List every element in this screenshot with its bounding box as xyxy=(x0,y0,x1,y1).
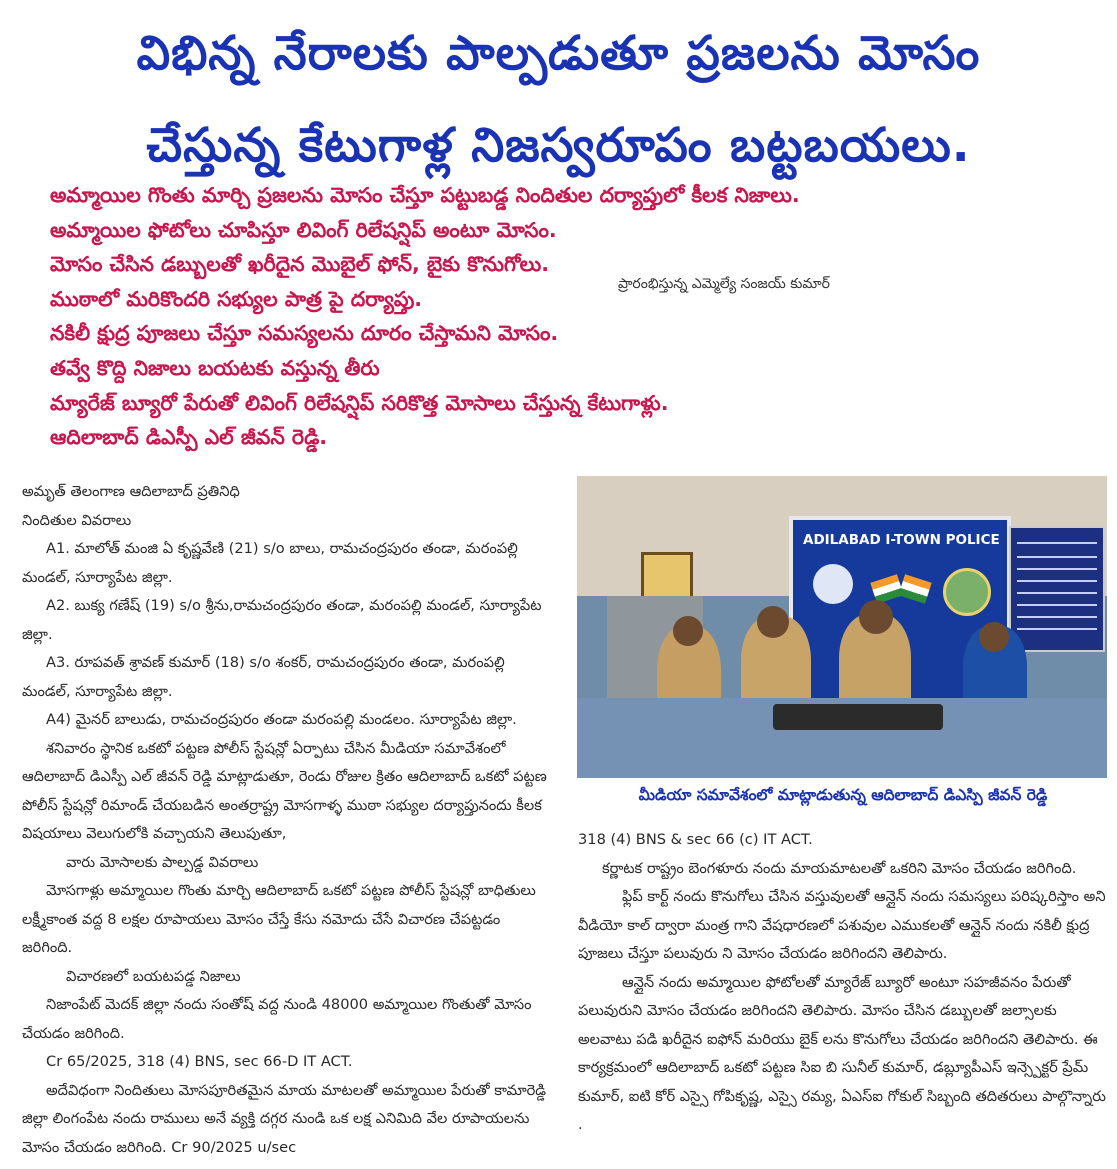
accused-a1: A1. మాలోత్ మంజి ఏ కృష్ణవేణి (21) s/o బాలు, రామచంద్రపురం తండా, మరంపల్లి మండల్, సూర్యాపేట జిల్లా. xyxy=(22,540,518,586)
police-emblem-icon xyxy=(813,564,853,604)
paragraph-karnataka: కర్ణాటక రాష్ట్రం బెంగళూరు నందు మాయమాటలతో ఒకరిని మోసం చేయడం జరిగింది. xyxy=(602,859,1077,877)
state-emblem-icon xyxy=(943,568,991,616)
left-column xyxy=(22,478,552,1162)
notice-board xyxy=(1009,526,1105,652)
right-column xyxy=(578,826,1108,1140)
headline xyxy=(0,8,1117,192)
inline-caption: ప్రారంభిస్తున్న ఎమ్మెల్యే సంజయ్ కుమార్ xyxy=(618,276,830,292)
subhead-4: ముఠాలో మరికొందరి సభ్యుల పాత్ర పై దర్యాప్తు. xyxy=(50,286,423,311)
accused-a2: A2. బుక్య గణేష్ (19) s/o శ్రీను,రామచంద్రపురం తండా, మరంపల్లి మండల్, సూర్యాపేట జిల్లా. xyxy=(22,597,542,643)
subhead-6: తవ్వే కొద్ది నిజాలు బయటకు వస్తున్న తీరు xyxy=(50,355,380,380)
headline-line-2: చేస్తున్న కేటుగాళ్ల నిజస్వరూపం బట్టబయలు. xyxy=(146,118,971,173)
subhead-7: మ్యారేజ్ బ్యూరో పేరుతో లివింగ్ రిలేషన్షిప్ సరికొత్త మోసాలు చేస్తున్న కేటుగాళ్లు. xyxy=(50,390,669,415)
headline-line-1: విభిన్న నేరాలకు పాల్పడుతూ ప్రజలను మోసం xyxy=(136,26,981,81)
paragraph-flipkart: ఫ్లిప్ కార్ట్ నందు కొనుగోలు చేసిన వస్తువులతో ఆన్లైన్ నందు సమస్యలు పరిష్కరిస్తాం అని వీడియో కాల్ ద్వారా మంత్ర గాని వేషధారణలో పశువుల ఎముకలతో ఆన్లైన్ నందు నకిలీ క్షుద్ర పూజలు చేస్తూ పలువురు ని మోసం చేయడం జరిగిందని తెలిపారు. xyxy=(578,888,1106,962)
subhead-8: ఆదిలాబాద్ డిఎస్పీ ఎల్ జీవన్ రెడ్డి. xyxy=(50,425,328,450)
police-board-title: ADILABAD I-TOWN POLICE xyxy=(803,532,1000,548)
subhead-2: అమ్మాయిల ఫోటోలు చూపిస్తూ లివింగ్ రిలేషన్షిప్ అంటూ మోసం. xyxy=(50,217,557,242)
subhead-1: అమ్మాయిల గొంతు మార్చి ప్రజలను మోసం చేస్తూ పట్టుబడ్డ నిందితుల దర్యాప్తులో కీలక నిజాలు. xyxy=(50,183,800,207)
section-investigation: విచారణలో బయటపడ్డ నిజాలు xyxy=(66,967,241,985)
flag-icon xyxy=(898,574,931,604)
section-accused: నిందితుల వివరాలు xyxy=(22,511,132,529)
subhead-5: నకిలీ క్షుద్ర పూజలు చేస్తూ సమస్యలను దూరం చేస్తామని మోసం. xyxy=(50,321,559,346)
paragraph-press-meet: శనివారం స్థానిక ఒకటో పట్టణ పోలీస్ స్టేషన్లో ఏర్పాటు చేసిన మీడియా సమావేశంలో ఆదిలాబాద్ డిఎస్పీ ఎల్ జీవన్ రెడ్డి మాట్లాడుతూ, రెండు రోజుల క్రితం ఆదిలాబాద్ ఒకటో పట్టణ పోలీస్ స్టేషన్లో రిమాండ్ చేయబడిన అంతర్రాష్ట్ర మోసగాళ్ళ ముఠా సభ్యుల దర్యాప్తునందు కీలక విషయాలు వెలుగులోకి వచ్చాయని తెలుపుతూ, xyxy=(22,739,547,842)
microphones xyxy=(773,704,943,730)
byline: అమృత్ తెలంగాణ ఆదిలాబాద్ ప్రతినిధి xyxy=(22,483,240,500)
paragraph-nizampet: నిజాంపేట్ మెదక్ జిల్లా నందు సంతోష్ వద్ద నుండి 48000 అమ్మాయిల గొంతుతో మోసం చేయడం జరిగింది. xyxy=(22,996,532,1042)
paragraph-kamareddy: అదేవిధంగా నిందితులు మోసపూరితమైన మాయ మాటలతో అమ్మాయిల పేరుతో కామారెడ్డి జిల్లా లింగంపేట నందు రాములు అనే వ్యక్తి దగ్గర నుండి ఒక లక్ష ఎనిమిది వేల రూపాయలను మోసం చేయడం జరిగింది. Cr 90/2025 u/sec xyxy=(22,1081,547,1156)
subheads xyxy=(50,178,1050,455)
paragraph-fraud: మోసగాళ్లు అమ్మాయిల గొంతు మార్చి ఆదిలాబాద్ ఒకటో పట్టణ పోలీస్ స్టేషన్లో బాధితులు లక్ష్మీకాంత వద్ద 8 లక్షల రూపాయలు మోసం చేస్తే కేసు నమోదు చేసే విచారణ చేపట్టడం జరిగింది. xyxy=(22,882,536,956)
press-meet-photo xyxy=(577,476,1107,778)
photo-caption: మీడియా సమావేశంలో మాట్లాడుతున్న ఆదిలాబాద్ డిఎస్పి జీవన్ రెడ్డి xyxy=(638,786,1048,804)
accused-a3: A3. రూపవత్ శ్రావణ్ కుమార్ (18) s/o శంకర్, రామచంద్రపురం తండా, మరంపల్లి మండల్, సూర్యాపేట జిల్లా. xyxy=(22,654,505,700)
paragraph-marriage-bureau: ఆన్లైన్ నందు అమ్మాయిల ఫోటోలతో మ్యారేజ్ బ్యూరో అంటూ సహజీవనం పేరుతో పలువురుని మోసం చేయడం జరిగిందని తెలిపారు. మోసం చేసిన డబ్బులతో జల్సాలకు అలవాటు పడి ఖరీదైన ఐఫోన్ మరియు బైక్ లను కొనుగోలు చేయడం జరిగిందని తెలిపారు. ఈ కార్యక్రమంలో ఆదిలాబాద్ ఒకటో పట్టణ సిఐ బి సునీల్ కుమార్, డబ్ల్యూపీఎస్ ఇన్స్పెక్టర్ ప్రేమ్ కుమార్, ఐటి కోర్ ఎస్సై గోపికృష్ణ, ఎస్సై రమ్య, ఏఎస్ఐ గోకుల్ సిబ్బంది తదితరులు పాల్గొన్నారు . xyxy=(578,973,1106,1133)
subhead-3: మోసం చేసిన డబ్బులతో ఖరీదైన మొబైల్ ఫోన్, బైకు కొనుగోలు. xyxy=(50,252,550,277)
accused-a4: A4) మైనర్ బాలుడు, రామచంద్రపురం తండా మరంపల్లి మండలం. సూర్యాపేట జిల్లా. xyxy=(46,711,517,728)
case-number-2: 318 (4) BNS & sec 66 (c) IT ACT. xyxy=(578,831,813,848)
section-fraud-details: వారు మోసాలకు పాల్పడ్డ వివరాలు xyxy=(66,853,259,871)
case-number-1: Cr 65/2025, 318 (4) BNS, sec 66-D IT ACT. xyxy=(46,1053,353,1070)
